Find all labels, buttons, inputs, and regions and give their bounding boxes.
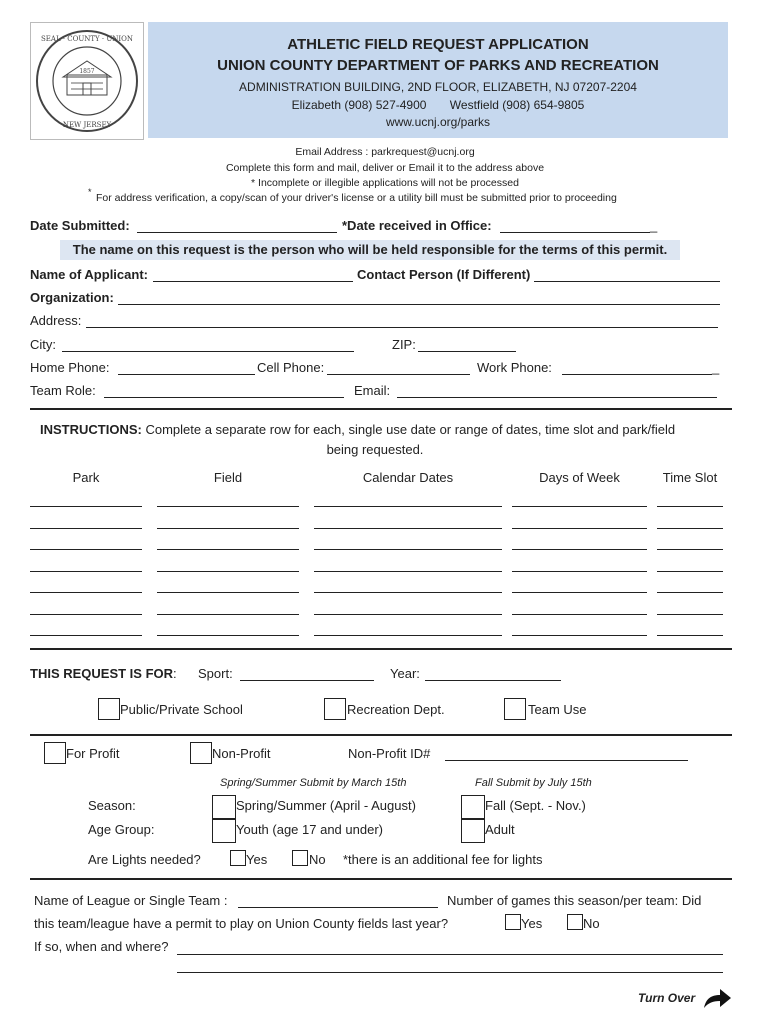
zip-label: ZIP: bbox=[392, 337, 416, 352]
fall-checkbox[interactable] bbox=[461, 795, 485, 819]
youth-checkbox[interactable] bbox=[212, 819, 236, 843]
date-received-field[interactable] bbox=[500, 232, 650, 233]
grid-cell-park[interactable] bbox=[30, 635, 142, 636]
email-label: Email: bbox=[354, 383, 391, 398]
grid-cell-days-of-week[interactable] bbox=[512, 614, 647, 615]
grid-cell-time-slot[interactable] bbox=[657, 549, 723, 550]
grid-cell-time-slot[interactable] bbox=[657, 614, 723, 615]
column-calendar-dates: Calendar Dates bbox=[362, 470, 454, 485]
grid-cell-field[interactable] bbox=[157, 592, 299, 593]
grid-cell-calendar-dates[interactable] bbox=[314, 592, 502, 593]
website-link[interactable]: www.ucnj.org/parks bbox=[385, 115, 491, 129]
team-use-label: Team Use bbox=[528, 702, 587, 717]
for-profit-checkbox[interactable] bbox=[44, 742, 66, 764]
responsibility-banner: The name on this request is the person who will be held responsible for the terms of this permit. bbox=[60, 240, 680, 260]
spring-summer-label: Spring/Summer (April - August) bbox=[236, 798, 416, 813]
instructions-label: INSTRUCTIONS: bbox=[40, 422, 142, 437]
games-label: Number of games this season/per team: Did bbox=[447, 893, 702, 908]
form-title: ATHLETIC FIELD REQUEST APPLICATION bbox=[287, 36, 589, 53]
non-profit-checkbox[interactable] bbox=[190, 742, 212, 764]
section-divider-4 bbox=[30, 878, 732, 880]
spring-summer-checkbox[interactable] bbox=[212, 795, 236, 819]
lights-yes-checkbox[interactable] bbox=[230, 850, 246, 866]
league-name-field[interactable] bbox=[238, 907, 438, 908]
svg-text:NEW JERSEY: NEW JERSEY bbox=[62, 121, 112, 129]
grid-cell-time-slot[interactable] bbox=[657, 506, 723, 507]
lights-no-checkbox[interactable] bbox=[292, 850, 308, 866]
grid-cell-days-of-week[interactable] bbox=[512, 528, 647, 529]
for-profit-label: For Profit bbox=[66, 746, 120, 761]
sport-field[interactable] bbox=[240, 680, 374, 681]
team-role-label: Team Role: bbox=[30, 383, 96, 398]
city-label: City: bbox=[30, 337, 56, 352]
permit-no-label: No bbox=[583, 916, 600, 931]
grid-cell-days-of-week[interactable] bbox=[512, 571, 647, 572]
county-seal bbox=[30, 22, 144, 140]
grid-cell-park[interactable] bbox=[30, 571, 142, 572]
turn-over-arrow-icon bbox=[702, 986, 732, 1010]
date-received-tail: _ bbox=[650, 218, 658, 233]
adult-label: Adult bbox=[485, 822, 515, 837]
non-profit-id-field[interactable] bbox=[445, 760, 688, 761]
non-profit-label: Non-Profit bbox=[212, 746, 271, 761]
grid-cell-field[interactable] bbox=[157, 614, 299, 615]
when-where-field-2[interactable] bbox=[177, 972, 723, 973]
column-park: Park bbox=[72, 470, 100, 485]
incomplete-note: * Incomplete or illegible applications will not be processed bbox=[251, 177, 519, 189]
grid-cell-calendar-dates[interactable] bbox=[314, 549, 502, 550]
permit-yes-label: Yes bbox=[521, 916, 543, 931]
complete-note: Complete this form and mail, deliver or Email it to the address above bbox=[225, 162, 545, 174]
spring-deadline-note: Spring/Summer Submit by March 15th bbox=[220, 777, 407, 789]
grid-cell-field[interactable] bbox=[157, 549, 299, 550]
non-profit-id-label: Non-Profit ID# bbox=[348, 746, 431, 761]
lights-no-label: No bbox=[309, 852, 326, 867]
team-role-field[interactable] bbox=[104, 397, 344, 398]
column-time-slot: Time Slot bbox=[662, 470, 718, 485]
year-label: Year: bbox=[390, 666, 420, 681]
section-divider-3 bbox=[30, 734, 732, 736]
grid-cell-park[interactable] bbox=[30, 614, 142, 615]
applicant-name-label: Name of Applicant: bbox=[30, 267, 148, 282]
turn-over-label: Turn Over bbox=[638, 991, 696, 1005]
section-divider-2 bbox=[30, 648, 732, 650]
permit-no-checkbox[interactable] bbox=[567, 914, 583, 930]
request-for-label: THIS REQUEST IS FOR: bbox=[30, 666, 177, 681]
contact-person-label: Contact Person (If Different) bbox=[357, 267, 531, 282]
grid-cell-days-of-week[interactable] bbox=[512, 635, 647, 636]
grid-cell-field[interactable] bbox=[157, 635, 299, 636]
instructions-line2: being requested. bbox=[326, 442, 424, 457]
applicant-name-field[interactable] bbox=[153, 281, 353, 282]
grid-cell-calendar-dates[interactable] bbox=[314, 614, 502, 615]
date-submitted-label: Date Submitted: bbox=[30, 218, 130, 233]
grid-cell-park[interactable] bbox=[30, 592, 142, 593]
grid-cell-calendar-dates[interactable] bbox=[314, 528, 502, 529]
department-name: UNION COUNTY DEPARTMENT OF PARKS AND RECREATION bbox=[217, 57, 659, 74]
grid-cell-calendar-dates[interactable] bbox=[314, 571, 502, 572]
work-phone-label: Work Phone: bbox=[477, 360, 552, 375]
recreation-label: Recreation Dept. bbox=[347, 702, 445, 717]
grid-cell-park[interactable] bbox=[30, 549, 142, 550]
grid-cell-time-slot[interactable] bbox=[657, 528, 723, 529]
grid-cell-calendar-dates[interactable] bbox=[314, 506, 502, 507]
grid-cell-calendar-dates[interactable] bbox=[314, 635, 502, 636]
grid-cell-field[interactable] bbox=[157, 506, 299, 507]
address-field[interactable] bbox=[86, 327, 718, 328]
recreation-checkbox[interactable] bbox=[324, 698, 346, 720]
organization-label: Organization: bbox=[30, 290, 114, 305]
zip-field[interactable] bbox=[418, 351, 516, 352]
verification-note: For address verification, a copy/scan of your driver's license or a utility bill must be submitted prior to proceeding bbox=[96, 192, 617, 204]
svg-text:SEAL · COUNTY · UNION: SEAL · COUNTY · UNION bbox=[40, 35, 134, 43]
public-private-checkbox[interactable] bbox=[98, 698, 120, 720]
email-note: Email Address : parkrequest@ucnj.org bbox=[295, 146, 475, 158]
grid-cell-days-of-week[interactable] bbox=[512, 506, 647, 507]
grid-cell-park[interactable] bbox=[30, 528, 142, 529]
lights-label: Are Lights needed? bbox=[88, 852, 201, 867]
date-submitted-field[interactable] bbox=[137, 232, 337, 233]
email-field[interactable] bbox=[397, 397, 717, 398]
permit-yes-checkbox[interactable] bbox=[505, 914, 521, 930]
instructions-line1 bbox=[40, 422, 675, 437]
column-days-of-week: Days of Week bbox=[539, 470, 620, 485]
svg-text:1857: 1857 bbox=[79, 68, 95, 75]
city-field[interactable] bbox=[62, 351, 354, 352]
grid-cell-field[interactable] bbox=[157, 571, 299, 572]
grid-cell-time-slot[interactable] bbox=[657, 635, 723, 636]
fall-label: Fall (Sept. - Nov.) bbox=[485, 798, 586, 813]
when-where-field[interactable] bbox=[177, 954, 723, 955]
asterisk-mark: * bbox=[88, 187, 92, 197]
year-field[interactable] bbox=[425, 680, 561, 681]
phone-westfield: Westfield (908) 654-9805 bbox=[449, 98, 585, 112]
grid-cell-days-of-week[interactable] bbox=[512, 549, 647, 550]
home-phone-field[interactable] bbox=[118, 374, 255, 375]
header-banner bbox=[148, 22, 728, 138]
lights-fee-note: *there is an additional fee for lights bbox=[343, 852, 543, 867]
cell-phone-field[interactable] bbox=[327, 374, 470, 375]
cell-phone-label: Cell Phone: bbox=[257, 360, 325, 375]
age-group-label: Age Group: bbox=[88, 822, 155, 837]
grid-cell-time-slot[interactable] bbox=[657, 571, 723, 572]
column-field: Field bbox=[213, 470, 243, 485]
instructions-text: Complete a separate row for each, single use date or range of dates, time slot and park/field bbox=[141, 422, 676, 437]
permit-question: this team/league have a permit to play on Union County fields last year? bbox=[34, 916, 449, 931]
phone-elizabeth: Elizabeth (908) 527-4900 bbox=[291, 98, 427, 112]
address-label: Address: bbox=[30, 313, 82, 328]
work-phone-field[interactable] bbox=[562, 374, 712, 375]
lights-yes-label: Yes bbox=[246, 852, 268, 867]
work-phone-tail: _ bbox=[712, 360, 720, 375]
season-label: Season: bbox=[88, 798, 136, 813]
home-phone-label: Home Phone: bbox=[30, 360, 110, 375]
date-received-label: *Date received in Office: bbox=[342, 218, 492, 233]
youth-label: Youth (age 17 and under) bbox=[236, 822, 383, 837]
section-divider-1 bbox=[30, 408, 732, 410]
grid-cell-days-of-week[interactable] bbox=[512, 592, 647, 593]
when-where-label: If so, when and where? bbox=[34, 939, 169, 954]
organization-field[interactable] bbox=[118, 304, 720, 305]
grid-cell-park[interactable] bbox=[30, 506, 142, 507]
grid-cell-time-slot[interactable] bbox=[657, 592, 723, 593]
adult-checkbox[interactable] bbox=[461, 819, 485, 843]
office-address: ADMINISTRATION BUILDING, 2ND FLOOR, ELIZABETH, NJ 07207-2204 bbox=[239, 80, 637, 94]
contact-person-field[interactable] bbox=[534, 281, 720, 282]
fall-deadline-note: Fall Submit by July 15th bbox=[475, 777, 592, 789]
team-use-checkbox[interactable] bbox=[504, 698, 526, 720]
league-name-label: Name of League or Single Team : bbox=[34, 893, 228, 908]
sport-label: Sport: bbox=[198, 666, 233, 681]
grid-cell-field[interactable] bbox=[157, 528, 299, 529]
public-private-label: Public/Private School bbox=[120, 702, 243, 717]
